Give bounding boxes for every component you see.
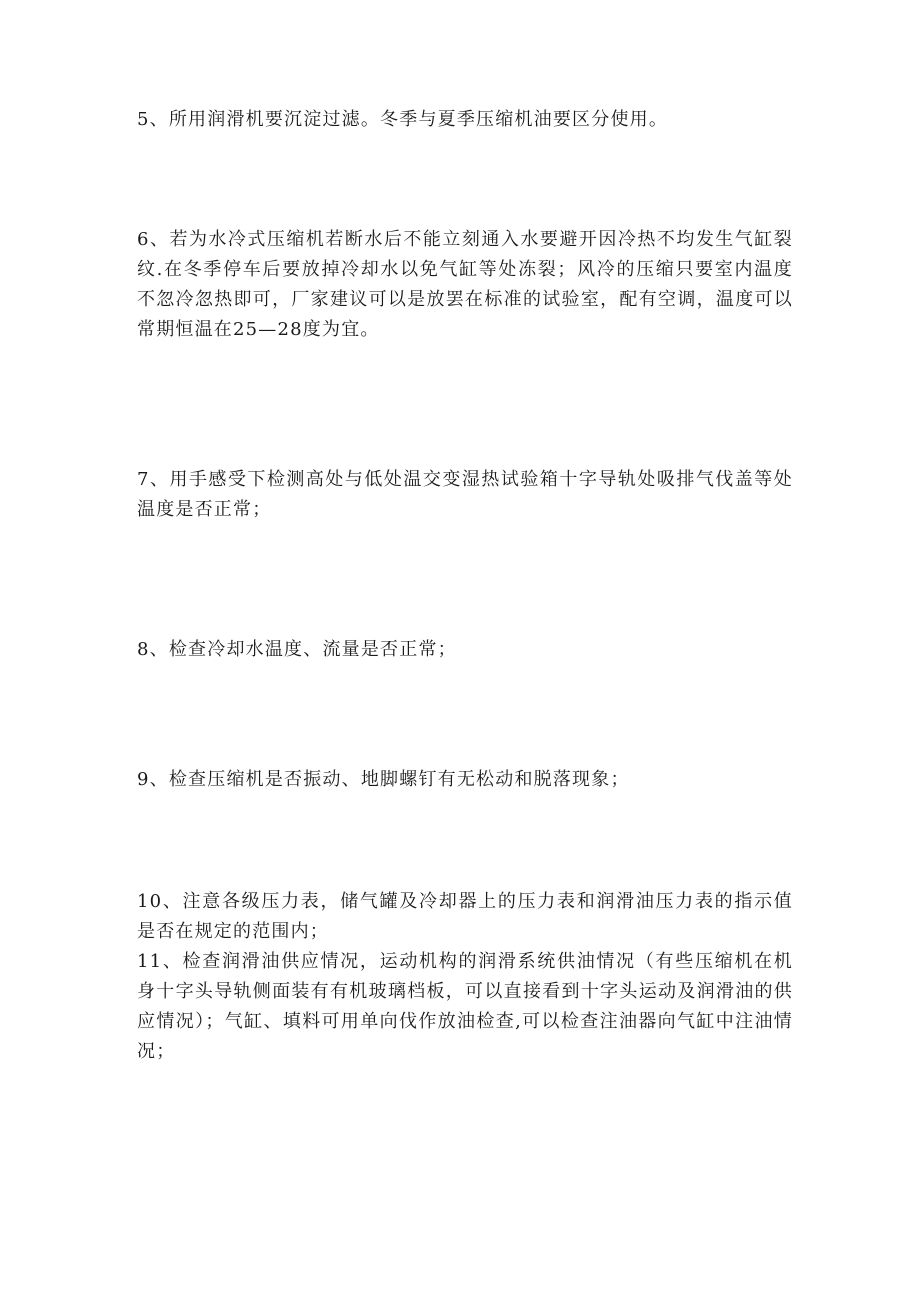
paragraph-item-5: 5、所用润滑机要沉淀过滤。冬季与夏季压缩机油要区分使用。 [137,109,669,130]
paragraph-item-7: 7、用手感受下检测高处与低处温交变湿热试验箱十字导轨处吸排气伐盖等处温度是否正常； [137,469,793,520]
paragraph-item-10: 10、注意各级压力表，储气罐及冷却器上的压力表和润滑油压力表的指示值是否在规定的范围内； [137,891,793,942]
paragraph-item-6: 6、若为水冷式压缩机若断水后不能立刻通入水要避开因冷热不均发生气缸裂纹.在冬季停车后要放掉冷却水以免气缸等处冻裂；风冷的压缩只要室内温度不忽冷忽热即可，厂家建议可以是放罢在标准的试验室，配有空调，温度可以常期恒温在25—28度为宜。 [137,229,793,340]
paragraph-item-8: 8、检查冷却水温度、流量是否正常； [137,639,457,660]
paragraph-item-9: 9、检查压缩机是否振动、地脚螺钉有无松动和脱落现象； [137,769,630,790]
paragraph-item-11: 11、检查润滑油供应情况，运动机构的润滑系统供油情况（有些压缩机在机身十字头导轨侧面装有有机玻璃档板，可以直接看到十字头运动及润滑油的供应情况）；气缸、填料可用单向伐作放油检查,可以检查注油器向气缸中注油情况； [137,951,793,1062]
